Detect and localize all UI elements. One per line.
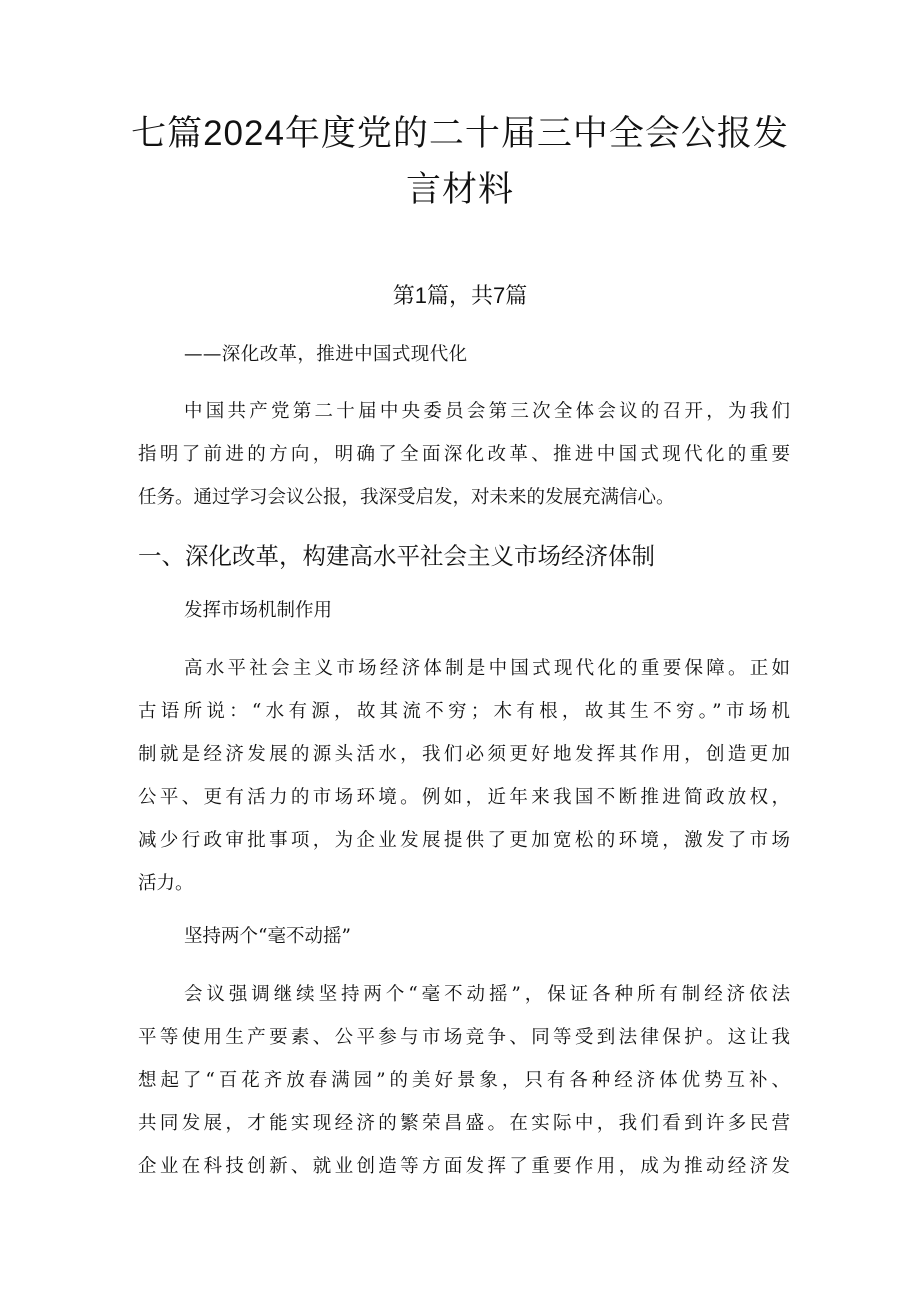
text-line: 减少行政审批事项，为企业发展提供了更加宽松的环境，激发了市场	[138, 830, 790, 851]
text-line: 活力。	[138, 873, 194, 894]
subtitle: ——深化改革，推进中国式现代化	[184, 344, 468, 365]
sub-heading: 发挥市场机制作用	[184, 600, 333, 621]
text-line: 制就是经济发展的源头活水，我们必须更好地发挥其作用，创造更加	[138, 744, 790, 765]
section-heading: 一、深化改革，构建高水平社会主义市场经济体制	[138, 543, 655, 569]
text-line: 指明了前进的方向，明确了全面深化改革、推进中国式现代化的重要	[138, 444, 790, 465]
text-line: 古语所说：“水有源，故其流不穷；木有根，故其生不穷。”市场机	[138, 701, 790, 722]
text-line: 任务。通过学习会议公报，我深受启发，对未来的发展充满信心。	[138, 487, 675, 508]
intro-paragraph	[138, 390, 790, 519]
text-line: 中国共产党第二十届中央委员会第三次全体会议的召开，为我们	[184, 401, 790, 422]
sub-heading: 坚持两个“毫不动摇”	[184, 926, 351, 947]
text-line: 想起了“百花齐放春满园”的美好景象，只有各种经济体优势互补、	[138, 1070, 790, 1091]
document-title	[120, 106, 800, 218]
text-line: 企业在科技创新、就业创造等方面发挥了重要作用，成为推动经济发	[138, 1156, 790, 1177]
text-line: 共同发展，才能实现经济的繁荣昌盛。在实际中，我们看到许多民营	[138, 1113, 790, 1134]
title-line: 言材料	[405, 170, 514, 209]
title-line: 七篇2024年度党的二十届三中全会公报发	[131, 114, 789, 153]
text-line: 平等使用生产要素、公平参与市场竞争、同等受到法律保护。这让我	[138, 1027, 790, 1048]
text-line: 高水平社会主义市场经济体制是中国式现代化的重要保障。正如	[184, 658, 790, 679]
text-line: 公平、更有活力的市场环境。例如，近年来我国不断推进简政放权，	[138, 787, 790, 808]
body-paragraph	[138, 973, 790, 1188]
part-heading: 第1篇，共7篇	[392, 283, 528, 308]
body-paragraph	[138, 647, 790, 905]
text-line: 会议强调继续坚持两个“毫不动摇”，保证各种所有制经济依法	[184, 984, 790, 1005]
